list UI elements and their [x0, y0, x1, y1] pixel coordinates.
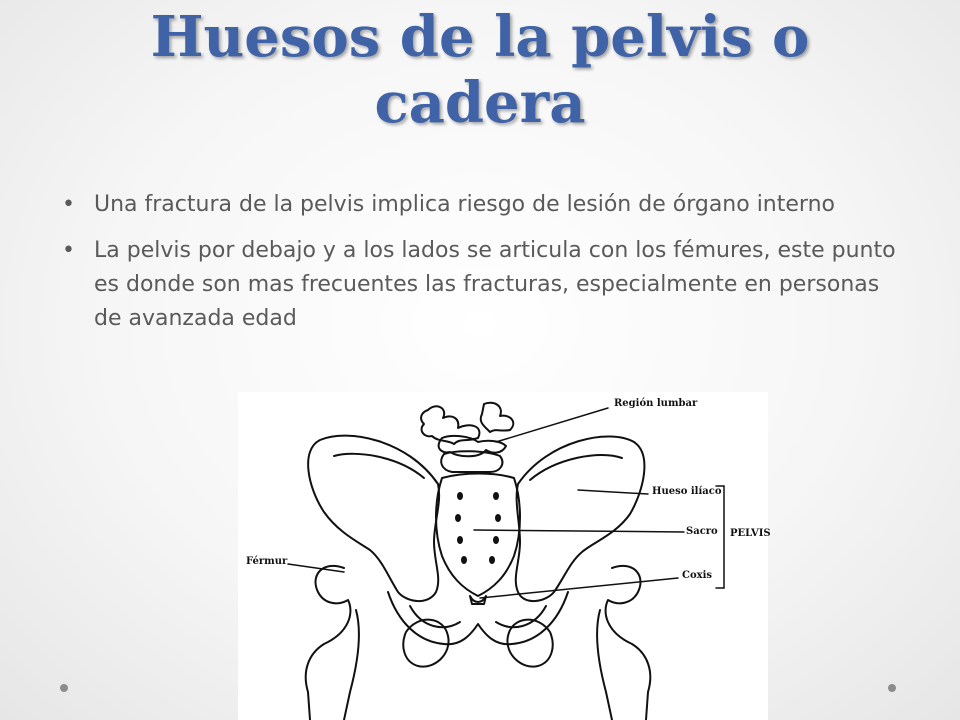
bullet-item — [60, 234, 900, 336]
corner-dot-right — [888, 684, 896, 692]
pelvis-drawing — [238, 392, 768, 720]
slide-title: Huesos de la pelvis o cadera — [150, 4, 810, 136]
bullet-text: La pelvis por debajo y a los lados se articula con los fémures, este punto es donde son mas frecuentes las fracturas, especialmente en personas de avanzada edad — [94, 238, 896, 331]
left-femur — [306, 566, 351, 720]
left-iliac-bone — [308, 436, 439, 601]
label-hueso-iliaco: Hueso ilíaco — [652, 486, 722, 497]
corner-dot-left — [60, 684, 68, 692]
bullet-item — [60, 188, 900, 222]
label-femur: Férmur — [246, 556, 288, 567]
sacrum — [436, 474, 520, 597]
bullet-dot-icon: • — [62, 238, 75, 263]
label-region-lumbar: Región lumbar — [614, 398, 698, 409]
label-sacro: Sacro — [686, 526, 718, 537]
pelvis-diagram — [238, 392, 768, 720]
right-femur — [606, 566, 651, 720]
bullet-dot-icon: • — [62, 192, 75, 217]
sacral-foramina — [455, 492, 501, 564]
lumbar-vertebrae — [421, 403, 513, 472]
bullet-list — [60, 188, 900, 348]
bullet-text: Una fractura de la pelvis implica riesgo de lesión de órgano interno — [94, 192, 835, 217]
label-coxis: Coxis — [682, 570, 713, 581]
right-iliac-bone — [516, 436, 645, 601]
label-pelvis: PELVIS — [730, 528, 771, 539]
